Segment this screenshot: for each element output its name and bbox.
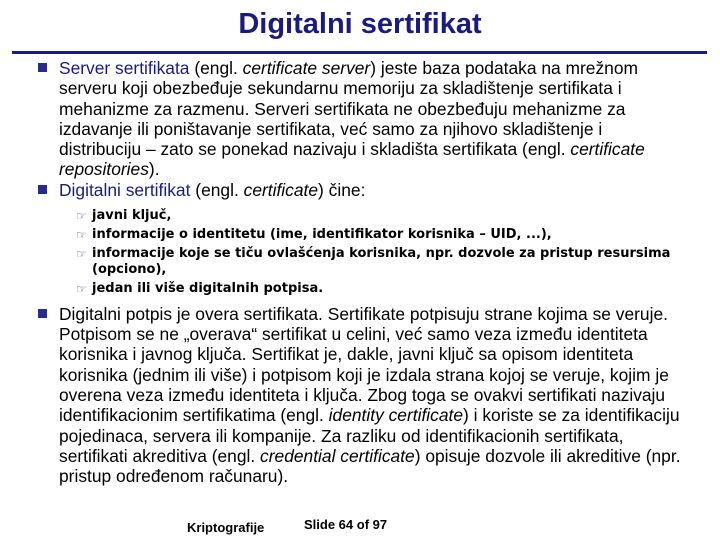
square-bullet-icon xyxy=(38,63,47,72)
slide-number: Slide 64 of 97 xyxy=(304,517,388,532)
bullet-term-italic: credential certificate xyxy=(260,445,415,466)
list-item-text: javni ključ, xyxy=(92,208,172,224)
pointing-hand-icon: ☞ xyxy=(76,246,87,261)
bullet-server-sertifikata xyxy=(38,58,688,180)
bullet-term-italic: identity certificate xyxy=(328,405,464,426)
slide-title: Digitalni sertifikat xyxy=(238,8,482,40)
bullet-digitalni-potpis xyxy=(38,304,688,487)
certificate-components-list xyxy=(78,208,688,297)
square-bullet-icon xyxy=(38,185,47,194)
list-item xyxy=(78,208,688,224)
bullet-digitalni-sertifikat xyxy=(38,180,688,200)
list-item xyxy=(78,246,688,278)
bullet-term-italic: certificate server xyxy=(242,58,371,78)
bullet-lead-term: Server sertifikata xyxy=(59,58,190,78)
bullet-text: Digitalni potpis je overa sertifikata. Sertifikate potpisuju strane kojima se veruje. Potpisom se ne „overava“ sertifikat u celini, već samo veza između identiteta korisnika i javnog ključa. Sertifikat je, dakle, javni ključ sa opisom identiteta korisnika (jednim ili više) i potpisom koji je izdala strana kojoj se veruje, kojim je overena veza između identiteta i ključa. Zbog toga se ovakvi sertifikati nazivaju identifikacionim sertifikatima (engl. xyxy=(59,303,669,426)
pointing-hand-icon: ☞ xyxy=(76,281,87,296)
square-bullet-icon xyxy=(38,309,47,318)
list-item-text: informacije koje se tiču ovlašćenja korisnika, npr. dozvole za pristup resursima (opciono), xyxy=(92,245,671,277)
list-item xyxy=(78,281,688,297)
bullet-text: ) jeste baza podataka na mrežnom serveru koji obezbeđuje sekundarnu memoriju za skladištenje sertifikata i mehanizme za razmenu. Serveri sertifikata ne obezbeđuju mehanizme za izdavanje ili poništavanje sertifikata, već samo za njihovo skladištenje i distribuciju – zato se ponekad nazivaju i skladišta sertifikata (engl. xyxy=(59,58,639,160)
bullet-term-italic: certificate xyxy=(243,179,319,200)
bullet-term-italic: certificate repositories xyxy=(59,139,645,180)
list-item-text: informacije o identitetu (ime, identifikator korisnika – UID, ...), xyxy=(92,226,552,242)
bullet-text: (engl. xyxy=(189,58,243,78)
bullet-text: ) i koriste se za identifikaciju pojedinaca, servera ili kompanije. Za razliku od identifikacionih sertifikata, sertifikati akreditiva (engl. xyxy=(59,405,680,466)
bullet-text: ) opisuje dozvole ili akreditive (npr. pristup određenom računaru). xyxy=(59,445,681,487)
list-item xyxy=(78,227,688,243)
bullet-text: ) čine: xyxy=(318,179,366,200)
pointing-hand-icon: ☞ xyxy=(76,209,87,224)
slide-content xyxy=(38,58,688,487)
title-divider xyxy=(12,51,707,54)
bullet-text: ). xyxy=(148,159,160,180)
list-item-text: jedan ili više digitalnih potpisa. xyxy=(92,280,324,296)
bullet-lead-term: Digitalni sertifikat xyxy=(59,179,191,200)
bullet-text: (engl. xyxy=(190,179,244,200)
pointing-hand-icon: ☞ xyxy=(76,227,87,242)
footer-course-name: Kriptografije xyxy=(187,520,265,535)
